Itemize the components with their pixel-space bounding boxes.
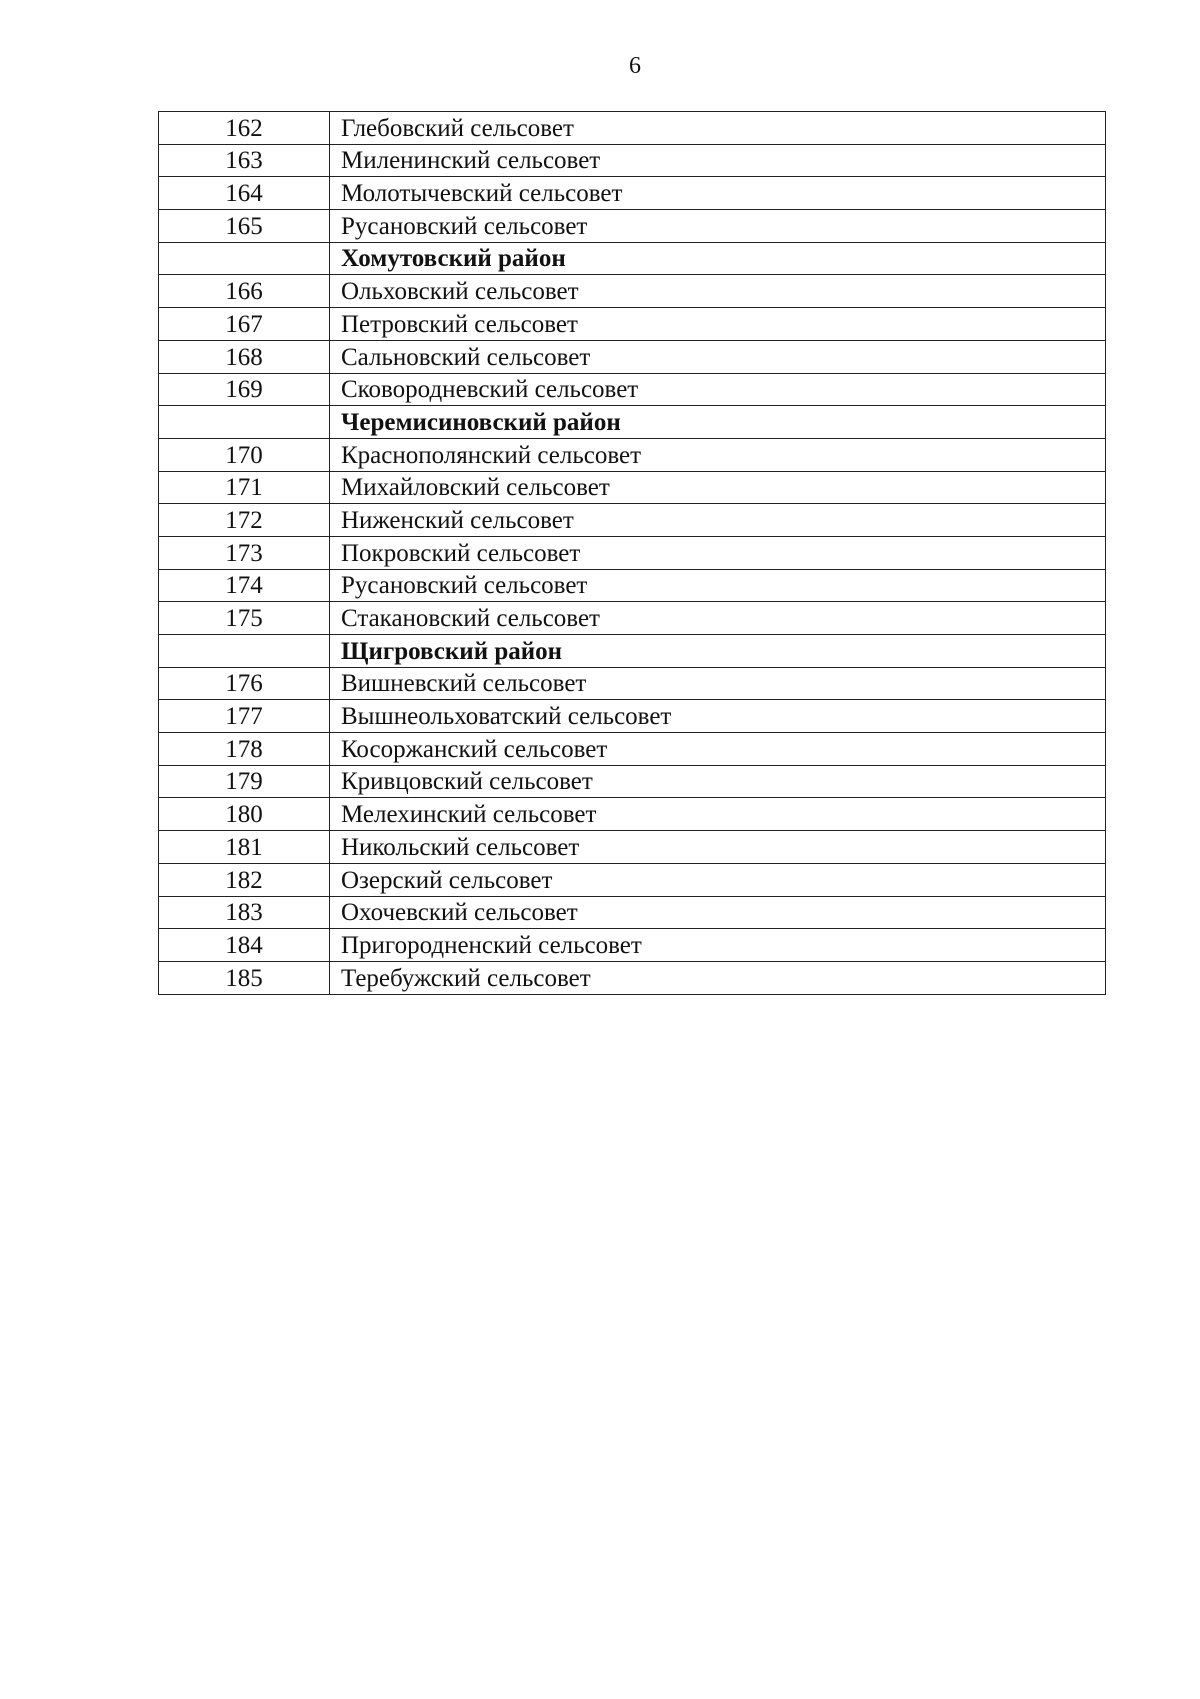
sovet-name: Охочевский сельсовет <box>330 896 1106 929</box>
table-row <box>159 210 1106 243</box>
table-row <box>159 373 1106 406</box>
sovet-name: Русановский сельсовет <box>330 210 1106 243</box>
row-number: 180 <box>159 798 330 831</box>
sovet-name: Кривцовский сельсовет <box>330 765 1106 798</box>
table-row <box>159 177 1106 210</box>
row-number: 171 <box>159 471 330 504</box>
table-row <box>159 961 1106 994</box>
table-row <box>159 536 1106 569</box>
sovet-name: Покровский сельсовет <box>330 536 1106 569</box>
row-number: 167 <box>159 308 330 341</box>
sovet-name: Пригородненский сельсовет <box>330 929 1106 962</box>
table-row <box>159 602 1106 635</box>
sovet-name: Сковородневский сельсовет <box>330 373 1106 406</box>
page-number: 6 <box>629 53 641 79</box>
sovet-name: Краснополянский сельсовет <box>330 438 1106 471</box>
sovet-name: Ольховский сельсовет <box>330 275 1106 308</box>
sovet-name: Теребужский сельсовет <box>330 961 1106 994</box>
sovet-table-body <box>159 112 1106 995</box>
row-number: 175 <box>159 602 330 635</box>
row-number: 173 <box>159 536 330 569</box>
table-row <box>159 308 1106 341</box>
table-row <box>159 112 1106 145</box>
sovet-name: Русановский сельсовет <box>330 569 1106 602</box>
row-number: 166 <box>159 275 330 308</box>
table-row <box>159 700 1106 733</box>
table-row <box>159 831 1106 864</box>
table-row <box>159 438 1106 471</box>
row-number: 169 <box>159 373 330 406</box>
sovet-name: Косоржанский сельсовет <box>330 733 1106 766</box>
table-row <box>159 667 1106 700</box>
row-number: 162 <box>159 112 330 145</box>
row-number: 172 <box>159 504 330 537</box>
sovet-name: Сальновский сельсовет <box>330 340 1106 373</box>
sovet-name: Никольский сельсовет <box>330 831 1106 864</box>
sovet-name: Мелехинский сельсовет <box>330 798 1106 831</box>
row-number <box>159 406 330 439</box>
sovet-name: Ниженский сельсовет <box>330 504 1106 537</box>
district-header-row <box>159 242 1106 275</box>
row-number: 164 <box>159 177 330 210</box>
row-number: 174 <box>159 569 330 602</box>
sovet-name: Молотычевский сельсовет <box>330 177 1106 210</box>
district-header-row <box>159 635 1106 668</box>
table-row <box>159 733 1106 766</box>
table-row <box>159 144 1106 177</box>
sovet-name: Озерский сельсовет <box>330 863 1106 896</box>
row-number: 185 <box>159 961 330 994</box>
table-row <box>159 340 1106 373</box>
row-number <box>159 635 330 668</box>
district-name: Черемисиновский район <box>330 406 1106 439</box>
district-name: Хомутовский район <box>330 242 1106 275</box>
table-row <box>159 896 1106 929</box>
sovet-name: Вышнеольховатский сельсовет <box>330 700 1106 733</box>
row-number: 183 <box>159 896 330 929</box>
sovet-name: Михайловский сельсовет <box>330 471 1106 504</box>
row-number: 177 <box>159 700 330 733</box>
table-row <box>159 929 1106 962</box>
sovet-name: Глебовский сельсовет <box>330 112 1106 145</box>
sovet-name: Вишневский сельсовет <box>330 667 1106 700</box>
row-number: 168 <box>159 340 330 373</box>
table-row <box>159 798 1106 831</box>
sovet-name: Стакановский сельсовет <box>330 602 1106 635</box>
table-row <box>159 275 1106 308</box>
row-number: 182 <box>159 863 330 896</box>
district-header-row <box>159 406 1106 439</box>
table-row <box>159 863 1106 896</box>
table-row <box>159 569 1106 602</box>
district-name: Щигровский район <box>330 635 1106 668</box>
row-number: 176 <box>159 667 330 700</box>
table-row <box>159 471 1106 504</box>
row-number: 163 <box>159 144 330 177</box>
table-row <box>159 504 1106 537</box>
sovet-name: Миленинский сельсовет <box>330 144 1106 177</box>
table-row <box>159 765 1106 798</box>
row-number: 178 <box>159 733 330 766</box>
sovet-name: Петровский сельсовет <box>330 308 1106 341</box>
row-number: 165 <box>159 210 330 243</box>
row-number <box>159 242 330 275</box>
sovet-table <box>158 111 1106 995</box>
row-number: 170 <box>159 438 330 471</box>
row-number: 179 <box>159 765 330 798</box>
row-number: 181 <box>159 831 330 864</box>
row-number: 184 <box>159 929 330 962</box>
